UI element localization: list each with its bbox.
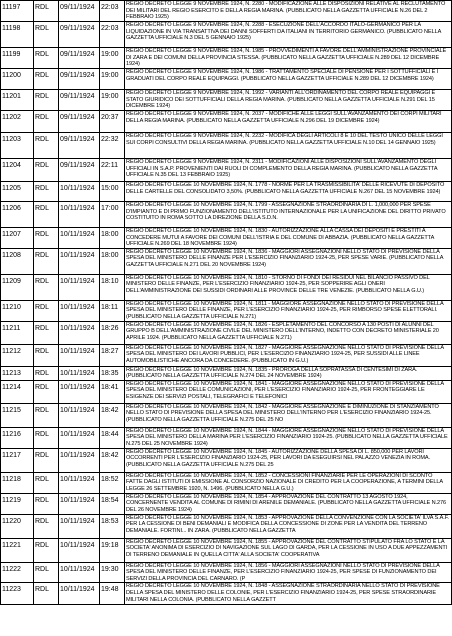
decree-time: 18:11 xyxy=(100,300,125,321)
decree-number: 11223 xyxy=(1,583,34,605)
decree-time: 18:52 xyxy=(100,472,125,493)
decree-number: 11219 xyxy=(1,493,34,514)
decree-description: REGIO DECRETO LEGGE 10 NOVEMBRE 1924, N. 1854 - APPROVAZIONE DEL CONTRATTO 13 AGOSTO 1924, CONCERNENTE VENDITA AL COMUNE DI RIMINI DI ARENILE DEMANIALE. (PUBBLICATO NELLA GAZZETTA UFFICIALE N.276 DEL 26 NOVEMBRE 1924) xyxy=(125,493,452,514)
decree-date: 10/11/1924 xyxy=(59,300,100,321)
table-row xyxy=(1,48,452,69)
decree-number: 11208 xyxy=(1,248,34,274)
decree-type: RDL xyxy=(34,69,59,90)
decree-time: 18:42 xyxy=(100,403,125,427)
decree-number: 11220 xyxy=(1,514,34,538)
decree-date: 09/11/1924 xyxy=(59,90,100,111)
decree-time: 18:44 xyxy=(100,427,125,448)
decree-time: 18:35 xyxy=(100,366,125,380)
decree-type: RDL xyxy=(34,22,59,48)
decree-description: REGIO DECRETO LEGGE 10 NOVEMBRE 1924, N. 1835 - PROROGA DELLA SOPRATASSA DI CENTESIMI DI ZARA. (PUBBLICATO NELLA GAZZETTA UFFICIALE N.274 DEL 24 NOVEMBRE 1924) xyxy=(125,366,452,380)
decree-date: 09/11/1924 xyxy=(59,159,100,182)
decree-number: 11218 xyxy=(1,472,34,493)
decree-type: RDL xyxy=(34,472,59,493)
decree-date: 10/11/1924 xyxy=(59,366,100,380)
decree-time: 19:48 xyxy=(100,583,125,605)
decree-type: RDL xyxy=(34,448,59,472)
decree-date: 10/11/1924 xyxy=(59,448,100,472)
table-row xyxy=(1,111,452,133)
decree-number: 11203 xyxy=(1,133,34,159)
decree-date: 10/11/1924 xyxy=(59,493,100,514)
decree-description: REGIO DECRETO LEGGE 9 NOVEMBRE 1924, N. 1985 - PROVVEDIMENTI A FAVORE DELL'AMMINISTRAZIONE PROVINCIALE DI ZARA E DEI COMUNI DELLA PROVINCIA STESSA. (PUBBLICATO NELLA GAZZETTA UFFICIALE N.289 DEL 12 DICEMBRE 1924) xyxy=(125,48,452,69)
decree-date: 10/11/1924 xyxy=(59,321,100,344)
table-row xyxy=(1,472,452,493)
table-row xyxy=(1,538,452,562)
decree-time: 22:03 xyxy=(100,1,125,22)
decree-description: REGIO DECRETO LEGGE 10 NOVEMBRE 1924, N. 1811 - MAGGIORE ASSEGNAZIONE NELLO STATO DI PREVISIONE DELLA SPESA DEL MINISTERO DELLE FINANZE, PER L'ESERCIZIO FINANZIARIO 1924-25, PER RIMBORSO SPESE ELETTORALI. (PUBBLICATO NELLA GAZZETTA UFFICIALE N.271) xyxy=(125,300,452,321)
table-row xyxy=(1,321,452,344)
decree-date: 10/11/1924 xyxy=(59,274,100,300)
decree-description: REGIO DECRETO LEGGE 10 NOVEMBRE 1924, N. 1799 - ASSEGNAZIONE STRAORDINARIA DI L. 1,000,000 PER SPESE D'IMPIANTO E DI PRIMO FUNZIONAMENTO DELL'ISTITUTO INTERNAZIONALE PER LA UNIFICAZIONE DEL DIRITTO PRIVATO COSTITUITO IN ROMA SOTTO LA DIREZIONE DELLA S.D.N. xyxy=(125,202,452,228)
decree-number: 11216 xyxy=(1,427,34,448)
decree-number: 11214 xyxy=(1,380,34,403)
decree-time: 19:00 xyxy=(100,90,125,111)
decree-date: 10/11/1924 xyxy=(59,248,100,274)
decree-time: 22:11 xyxy=(100,159,125,182)
decree-type: RDL xyxy=(34,111,59,133)
decree-type: RDL xyxy=(34,202,59,228)
decree-description: REGIO DECRETO LEGGE 10 NOVEMBRE 1924, N. 1856 - MAGGIORI ASSEGNAZIONI NELLO STATO DI PREVISIONE DELLA SPESA DEL MINISTERO DELLE FINANZE, PER L'ESERCIZIO FINANZIARIO 1924-25, PER SPESE DI FUNZIONAMENTO DEI SERVIZI DELLA PROVINCIA DEL CARNARO. (P xyxy=(125,562,452,583)
decree-type: RDL xyxy=(34,366,59,380)
decree-time: 18:53 xyxy=(100,514,125,538)
decree-number: 11206 xyxy=(1,202,34,228)
decree-description: REGIO DECRETO LEGGE 10 NOVEMBRE 1924, N. 1841 - MAGGIORE ASSEGNAZIONE NELLO STATO DI PREVISIONE DELLA SPESA DEL MINISTERO DELLE COMUNICAZIONI, PER L'ESERCIZIO FINANZIARIO 1924-25, PER FRONTEGGIARE LE ESIGENZE DEI SERVIZI POSTALI, TELEGRAFICI E TELEFONICI xyxy=(125,380,452,403)
table-row xyxy=(1,69,452,90)
decree-description: REGIO DECRETO LEGGE 10 NOVEMBRE 1924, N. 1855 - APPROVAZIONE DEL CONTRATTO STIPULATO FRA LO STATO E LA SOCIETA' ANONIMA DI ESERCIZIO DI NAVIGAZIONE SUL LAGO DI GARDA, PER LA CESSIONE IN USO A DUE APPEZZAMENTI DI TERRENO DEMANIALE IN QUELLA CITTA' ALLA SOCIETA' COOPERATIVA xyxy=(125,538,452,562)
decree-date: 10/11/1924 xyxy=(59,514,100,538)
decree-date: 10/11/1924 xyxy=(59,182,100,202)
decree-date: 10/11/1924 xyxy=(59,380,100,403)
decree-number: 11201 xyxy=(1,90,34,111)
decree-number: 11213 xyxy=(1,366,34,380)
decree-type: RDL xyxy=(34,182,59,202)
table-row xyxy=(1,248,452,274)
table-row xyxy=(1,427,452,448)
decree-type: RDL xyxy=(34,159,59,182)
decree-number: 11217 xyxy=(1,448,34,472)
decree-time: 15:00 xyxy=(100,182,125,202)
decree-description: REGIO DECRETO LEGGE 10 NOVEMBRE 1924, N. 1836 - MAGGIORI ASSEGNAZIONI NELLO STATO DI PREVISIONE DELLA SPESA DEL MINISTERO DELLE FINANZE PER L'ESERCIZIO FINANZIARIO 1924-25, PER SPESE VARIE. (PUBBLICATO NELLA GAZZETTA UFFICIALE N.271 DEL 20 NOVEMBRE 1924) xyxy=(125,248,452,274)
table-row xyxy=(1,182,452,202)
decree-description: REGIO DECRETO LEGGE 9 NOVEMBRE 1924, N. 1986 - TRATTAMENTO SPECIALE DI PENSIONE PER I SOTTUFFICIALI E I GRADUATI DEL CORPO REALE EQUIPAGGI. (PUBBLICATO NELLA GAZZETTA UFFICIALE N.289 DEL 12 DICEMBRE 1924) xyxy=(125,69,452,90)
decree-type: RDL xyxy=(34,403,59,427)
decree-type: RDL xyxy=(34,228,59,249)
decree-date: 10/11/1924 xyxy=(59,202,100,228)
table-row xyxy=(1,493,452,514)
decree-date: 10/11/1924 xyxy=(59,562,100,583)
decree-time: 19:00 xyxy=(100,48,125,69)
decree-date: 10/11/1924 xyxy=(59,344,100,366)
table-row xyxy=(1,133,452,159)
decree-description: REGIO DECRETO LEGGE 10 NOVEMBRE 1924, N. 1852 - CONCESSIONI FINANZIARIE PER LE OPERAZIONI DI SCONTO FATTE DAGLI ISTITUTI DI EMISSIONE AL CONSORZIO NAZIONALE DI CREDITO PER LA COOPERAZIONE, A TERMINI DELLA LEGGE 26 SETTEMBRE 1920, N. 1496. (PUBBLICATO NELLA G.U.) xyxy=(125,472,452,493)
decree-description: REGIO DECRETO LEGGE 10 NOVEMBRE 1924, N. 1810 - STORNO DI FONDI DEI RESIDUI NEL BILANCIO PASSIVO DEL MINISTERO DELLE FINANZE, PER L'ESERCIZIO FINANZIARIO 1924-25, PER SOPPERIRE AGLI ONERI DELL'AMMINISTRAZIONE DEI SUSSIDI ORDINARI ALLE PROVINCE DELLE TRE VENEZIE. (PUBBLICATO NELLA G.U.) xyxy=(125,274,452,300)
decree-type: RDL xyxy=(34,133,59,159)
table-row xyxy=(1,403,452,427)
decree-time: 22:32 xyxy=(100,133,125,159)
decree-time: 19:30 xyxy=(100,562,125,583)
decree-date: 10/11/1924 xyxy=(59,583,100,605)
decree-type: RDL xyxy=(34,514,59,538)
decree-number: 11215 xyxy=(1,403,34,427)
decree-date: 09/11/1924 xyxy=(59,69,100,90)
decree-number: 11202 xyxy=(1,111,34,133)
decree-type: RDL xyxy=(34,300,59,321)
decree-description: REGIO DECRETO LEGGE 9 NOVEMBRE 1924, N. 2280 - MODIFICAZIONE ALLE DISPOSIZIONI RELATIVE AL RECLUTAMENTO DEI MILITARI DEL REGIO ESERCITO E DELLA REGIA MARINA. (PUBBLICATO NELLA GAZZETTA UFFICIALE N.26 DEL 2 FEBBRAIO 1925) xyxy=(125,1,452,22)
decree-type: RDL xyxy=(34,427,59,448)
decree-number: 11198 xyxy=(1,22,34,48)
decree-number: 11212 xyxy=(1,344,34,366)
decree-number: 11211 xyxy=(1,321,34,344)
decree-time: 19:18 xyxy=(100,538,125,562)
decree-description: REGIO DECRETO LEGGE 10 NOVEMBRE 1924, N. 1848 - ASSEGNAZIONE STRAORDINARIA NELLO STATO DI PREVISIONE DELLA SPESA DEL MINISTERO DELLE COLONIE, PER L'ESERCIZIO FINANZIARIO 1924-25, PER SPESE STRAORDINARIE MILITARI NELLA COLONIA. (PUBBLICATO NELLA GAZZETT xyxy=(125,583,452,605)
decree-time: 20:37 xyxy=(100,111,125,133)
decree-date: 10/11/1924 xyxy=(59,403,100,427)
decree-description: REGIO DECRETO LEGGE 9 NOVEMBRE 1924, N. 2232 - MODIFICA DEGLI ARTICOLI 8 E 10 DEL TESTO UNICO DELLE LEGGI SUI CORPI CONSULTIVI DELLA REGIA MARINA. (PUBBLICATO NELLA GAZZETTA UFFICIALE N.10 DEL 14 GENNAIO 1925) xyxy=(125,133,452,159)
decree-time: 22:03 xyxy=(100,22,125,48)
decree-type: RDL xyxy=(34,248,59,274)
decree-number: 11197 xyxy=(1,1,34,22)
decree-table-body xyxy=(1,1,452,605)
table-row xyxy=(1,344,452,366)
decree-date: 09/11/1924 xyxy=(59,133,100,159)
decree-type: RDL xyxy=(34,48,59,69)
decree-type: RDL xyxy=(34,493,59,514)
decree-time: 18:27 xyxy=(100,344,125,366)
table-row xyxy=(1,514,452,538)
decree-time: 17:00 xyxy=(100,202,125,228)
table-row xyxy=(1,448,452,472)
decree-number: 11204 xyxy=(1,159,34,182)
table-row xyxy=(1,274,452,300)
decree-date: 09/11/1924 xyxy=(59,22,100,48)
decree-description: REGIO DECRETO LEGGE 10 NOVEMBRE 1924, N. 1827 - MAGGIORE ASSEGNAZIONE NELLO STATO DI PREVISIONE DELLA SPESA DEL MINISTERO DEI LAVORI PUBBLICI, PER L'ESERCIZIO FINANZIARIO 1924-25, PER SUSSIDI ALLE LINEE AUTOMOBILISTICHE ANCORA DA CONCEDERE. (PUBBLICATO IN G.U.) xyxy=(125,344,452,366)
decree-date: 09/11/1924 xyxy=(59,48,100,69)
decree-date: 09/11/1924 xyxy=(59,111,100,133)
decree-type: RDL xyxy=(34,90,59,111)
decree-description: REGIO DECRETO LEGGE 9 NOVEMBRE 1924, N. 2037 - MODIFICHE ALLE LEGGI SULL'AVANZAMENTO DEI CORPI MILITARI DELLA REGIA MARINA. (PUBBLICATO NELLA GAZZETTA UFFICIALE N.296 DEL 19 DICEMBRE 1924) xyxy=(125,111,452,133)
table-row xyxy=(1,1,452,22)
decree-time: 18:00 xyxy=(100,228,125,249)
decree-time: 18:54 xyxy=(100,493,125,514)
decree-type: RDL xyxy=(34,538,59,562)
decree-description: REGIO DECRETO LEGGE 10 NOVEMBRE 1924, N. 1778 - NORME PER LA TRASMISSIBILITA' DELLE RICEVUTE DI DEPOSITO DELLE CARTELLE DEL CONSOLIDATO 3,50%. (PUBBLICATO NELLA GAZZETTA UFFICIALE N.267 DEL 15 NOVEMBRE 1924) xyxy=(125,182,452,202)
decree-description: REGIO DECRETO LEGGE 10 NOVEMBRE 1924, N. 1853 - APPROVAZIONE DELLA CONVENZIONE CON LA SOCIETA' ILVA S.A.F. PER LA CESSIONE DI BENI DEMANIALI E MODIFICA DELLA CONCESSIONE DI ZONE PER LA VENDITA DEL TERRENO DEMANIALE. FORTINI... IN ZARA. (PUBBLICATO NELLA GAZZETTA xyxy=(125,514,452,538)
decree-date: 10/11/1924 xyxy=(59,538,100,562)
decree-date: 09/11/1924 xyxy=(59,1,100,22)
table-row xyxy=(1,159,452,182)
decree-type: RDL xyxy=(34,344,59,366)
decree-description: REGIO DECRETO LEGGE 9 NOVEMBRE 1924, N. 2311 - MODIFICAZIONI ALLE DISPOSIZIONI SULL'AVANZAMENTO DEGLI UFFICIALI IN S.A.P. PROVENIENTI DAI RUOLI DI COMPLEMENTO DELLA REGIA MARINA. (PUBBLICATO NELLA GAZZETTA UFFICIALE N.35 DEL 13 FEBBRAIO 1925) xyxy=(125,159,452,182)
decree-number: 11222 xyxy=(1,562,34,583)
table-row xyxy=(1,202,452,228)
decree-date: 10/11/1924 xyxy=(59,472,100,493)
table-row xyxy=(1,228,452,249)
decree-date: 10/11/1924 xyxy=(59,427,100,448)
decree-time: 19:00 xyxy=(100,69,125,90)
decree-description: REGIO DECRETO LEGGE 10 NOVEMBRE 1924, N. 1842 - MAGGIORE ASSEGNAZIONE E DIMINUZIONE DI STANZIAMENTO NELLO STATO DI PREVISIONE DELLA SPESA DEL MINISTERO DELL'INTERNO PER L'ESERCIZIO FINANZIARIO 1924-25. (PUBBLICATO NELLA GAZZETTA UFFICIALE N.275 DEL 25 NO xyxy=(125,403,452,427)
decree-type: RDL xyxy=(34,380,59,403)
table-row xyxy=(1,300,452,321)
decree-time: 18:26 xyxy=(100,321,125,344)
decree-type: RDL xyxy=(34,583,59,605)
decree-number: 11207 xyxy=(1,228,34,249)
decree-number: 11205 xyxy=(1,182,34,202)
decree-number: 11221 xyxy=(1,538,34,562)
decree-description: REGIO DECRETO LEGGE 10 NOVEMBRE 1924, N. 1830 - AUTORIZZAZIONE ALLA CASSA DEI DEPOSITI E PRESTITI A CONCEDERE MUTUI A FAVORE DEI COMUNI DELL'ISTRIA E DEL COMUNE DI ABBAZIA. (PUBBLICATO NELLA GAZZETTA UFFICIALE N.269 DEL 18 NOVEMBRE 1924) xyxy=(125,228,452,249)
decree-time: 18:41 xyxy=(100,380,125,403)
decree-type: RDL xyxy=(34,321,59,344)
decree-description: REGIO DECRETO LEGGE 9 NOVEMBRE 1924, N. 2288 - ESECUZIONE DELL'ACCORDO ITALO-GERMANICO PER LA LIQUIDAZIONE IN VIA TRANSATTIVA DEI DANNI SOFFERTI DA ITALIANI IN TERRITORIO GERMANICO. (PUBBLICATO NELLA GAZZETTA UFFICIALE N.3 DEL 5 GENNAIO 1925) xyxy=(125,22,452,48)
table-row xyxy=(1,22,452,48)
table-row xyxy=(1,583,452,605)
decree-date: 10/11/1924 xyxy=(59,228,100,249)
decree-number: 11209 xyxy=(1,274,34,300)
decree-description: REGIO DECRETO LEGGE 10 NOVEMBRE 1924, N. 1844 - MAGGIORE ASSEGNAZIONE NELLO STATO DI PREVISIONE DELLA SPESA DEL MINISTERO DELLA MARINA PER L'ESERCIZIO FINANZIARIO 1924-25. (PUBBLICATO NELLA GAZZETTA UFFICIALE N.275 DEL 25 NOVEMBRE 1924) xyxy=(125,427,452,448)
decree-time: 18:00 xyxy=(100,248,125,274)
table-row xyxy=(1,366,452,380)
decree-number: 11210 xyxy=(1,300,34,321)
table-row xyxy=(1,90,452,111)
decree-number: 11200 xyxy=(1,69,34,90)
decree-type: RDL xyxy=(34,1,59,22)
decree-description: REGIO DECRETO LEGGE 9 NOVEMBRE 1924, N. 1992 - VARIANTI ALL'ORDINAMENTO DEL CORPO REALE EQUIPAGGI E STATO GIURIDICO DEI SOTTUFFICIALI DELLA REGIA MARINA. (PUBBLICATO NELLA GAZZETTA UFFICIALE N.291 DEL 15 DICEMBRE 1924) xyxy=(125,90,452,111)
table-row xyxy=(1,380,452,403)
decree-time: 18:10 xyxy=(100,274,125,300)
decree-description: REGIO DECRETO LEGGE 10 NOVEMBRE 1924, N. 1826 - ESPLETAMENTO DEL CONCORSO A 130 POSTI DI ALUNNI DEL GRUPPO B DELL'AMMINISTRAZIONE CIVILE DEL MINISTERO DELL'INTERNO, INDETTO CON DECRETO MINISTERIALE 20 APRILE 1924. (PUBBLICATO NELLA GAZZETTA UFFICIALE N.271) xyxy=(125,321,452,344)
table-row xyxy=(1,562,452,583)
decree-number: 11199 xyxy=(1,48,34,69)
decree-type: RDL xyxy=(34,562,59,583)
decree-description: REGIO DECRETO LEGGE 10 NOVEMBRE 1924, N. 1845 - AUTORIZZAZIONE DELLA SPESA DI L. 850,000 PER LAVORI OCCORRENTI PER L'ESERCIZIO FINANZIARIO 1924-25, PER LAVORI DA ESEGUIRSI NEL PALAZZO VENEZIA IN ROMA. (PUBBLICATO NELLA GAZZETTA UFFICIALE N.275 DEL 25 xyxy=(125,448,452,472)
decree-type: RDL xyxy=(34,274,59,300)
decree-time: 18:42 xyxy=(100,448,125,472)
